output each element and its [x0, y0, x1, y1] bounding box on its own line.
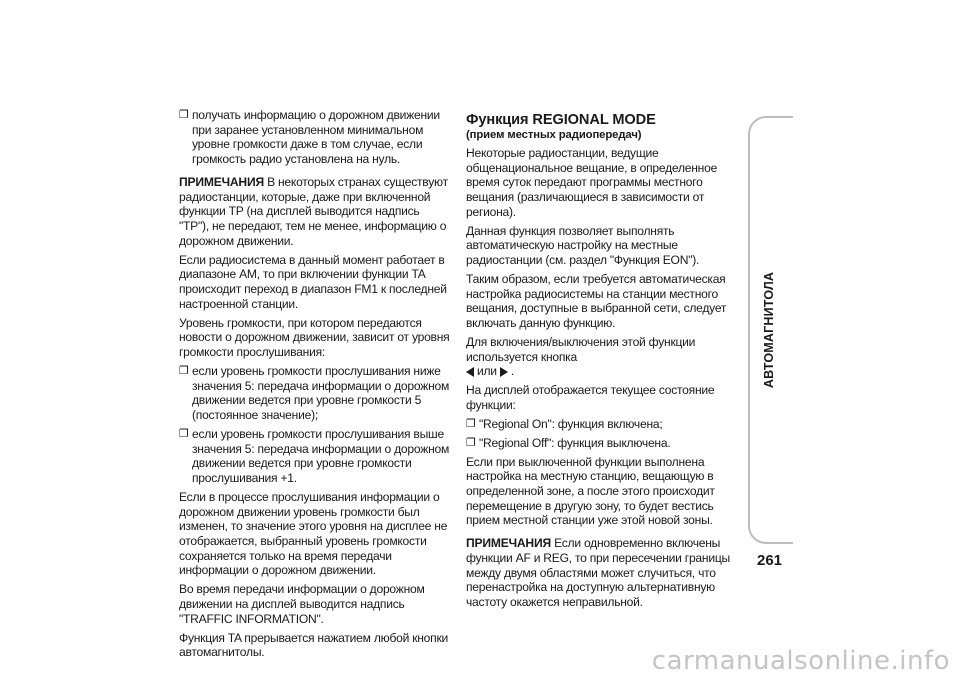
paragraph-4-end: . — [510, 364, 514, 379]
bullet-above-5 — [179, 427, 451, 486]
paragraph-4 — [466, 335, 738, 379]
paragraph-volume: Уровень громкости, при котором передаются новости о дорожном движении, зависит от уровня громкости прослушивания: — [179, 315, 450, 359]
checkbox-bullet-icon: ❐ — [179, 109, 189, 121]
bullet-intro-text: получать информацию о дорожном движении при заранее установленном минимальном уровне громкости даже в том случае, если громкость радио установлена на нуль. — [192, 108, 440, 167]
note-2-label: ПРИМЕЧАНИЯ — [466, 536, 551, 551]
paragraph-am: Если радиосистема в данный момент работает в диапазоне AM, то при включении функции TA происходит переход в диапазон FM1 к последней настроенной станции. — [179, 252, 447, 311]
paragraph-interrupt: Функция TA прерывается нажатием любой кнопки автомагнитолы. — [179, 630, 449, 660]
section-heading: Функция REGIONAL MODE — [466, 112, 656, 128]
paragraph-4-text: Для включения/выключения этой функции используется кнопка — [466, 335, 696, 364]
note-2 — [466, 536, 738, 610]
section-subheading: (прием местных радиопередач) — [466, 129, 642, 141]
paragraph-6: Если при выключенной функции выполнена настройка на местную станцию, вещающую в определенной зоне, а после этого происходит перемещение в другую зону, то будет вестись прием местной станции уже этой новой зоны. — [466, 454, 715, 528]
chapter-tab-label: АВТОМАГНИТОЛА — [762, 271, 776, 389]
bullet-regional-off — [466, 436, 738, 451]
paragraph-display: Во время передачи информации о дорожном движении на дисплей выводится надпись "TRAFFIC INFORMATION". — [179, 582, 425, 626]
paragraph-change: Если в процессе прослушивания информации о дорожном движении уровень громкости был изменен, то значение этого уровня на дисплее не отображается, выбранный уровень громкости сохраняется только на время передачи информации о дорожном движении. — [179, 489, 448, 578]
paragraph-4-buttons — [466, 364, 738, 379]
note-1-label: ПРИМЕЧАНИЯ — [179, 174, 264, 189]
page-number: 261 — [757, 552, 783, 569]
note-2-text: Если одновременно включены функции AF и REG, то при пересечении границы между двумя областями может случиться, что перенастройка на доступную альтернативную частоту окажется неправильной. — [466, 536, 730, 609]
arrow-right-icon — [500, 367, 508, 377]
paragraph-2: Данная функция позволяет выполнять автоматическую настройку на местные радиостанции (см. раздел "Функция EON"). — [466, 223, 700, 268]
paragraph-4-or: или — [477, 364, 497, 379]
checkbox-bullet-icon: ❐ — [466, 417, 476, 430]
bullet-below-5-text: если уровень громкости прослушивания ниже значения 5: передача информации о дорожном движении ведется при уровне громкости 5 (постоянное значение); — [192, 363, 450, 422]
left-column — [179, 108, 451, 664]
bullet-above-5-text: если уровень громкости прослушивания выше значения 5: передача информации о дорожном движении ведется при уровне громкости прослушивания +1. — [192, 426, 450, 485]
bullet-below-5 — [179, 364, 451, 423]
paragraph-5: На дисплей отображается текущее состояние функции: — [466, 383, 715, 412]
paragraph-1: Некоторые радиостанции, ведущие общенациональное вещание, в определенное время суток передают программы местного вещания (различающиеся в зависимости от региона). — [466, 146, 718, 219]
right-column — [466, 108, 738, 614]
bullet-regional-off-text: "Regional Off": функция выключена. — [479, 435, 671, 450]
paragraph-3: Таким образом, если требуется автоматическая настройка радиосистемы на станции местного вещания, доступные в выбранной сети, следует включать данную функцию. — [466, 272, 727, 331]
note-1-text: В некоторых странах существуют радиостанции, которые, даже при включенной функции TP (на дисплей выводится надпись "TP"), не передают, тем не менее, информацию о дорожном движении. — [179, 174, 448, 248]
bullet-regional-on — [466, 417, 738, 432]
checkbox-bullet-icon: ❐ — [466, 436, 476, 449]
arrow-left-icon — [466, 367, 474, 377]
checkbox-bullet-icon: ❐ — [179, 427, 189, 440]
bullet-intro — [179, 108, 451, 167]
bullet-regional-on-text: "Regional On": функция включена; — [479, 416, 663, 431]
note-1 — [179, 175, 451, 249]
watermark: carmanualsonline.info — [651, 646, 950, 676]
checkbox-bullet-icon: ❐ — [179, 364, 189, 377]
